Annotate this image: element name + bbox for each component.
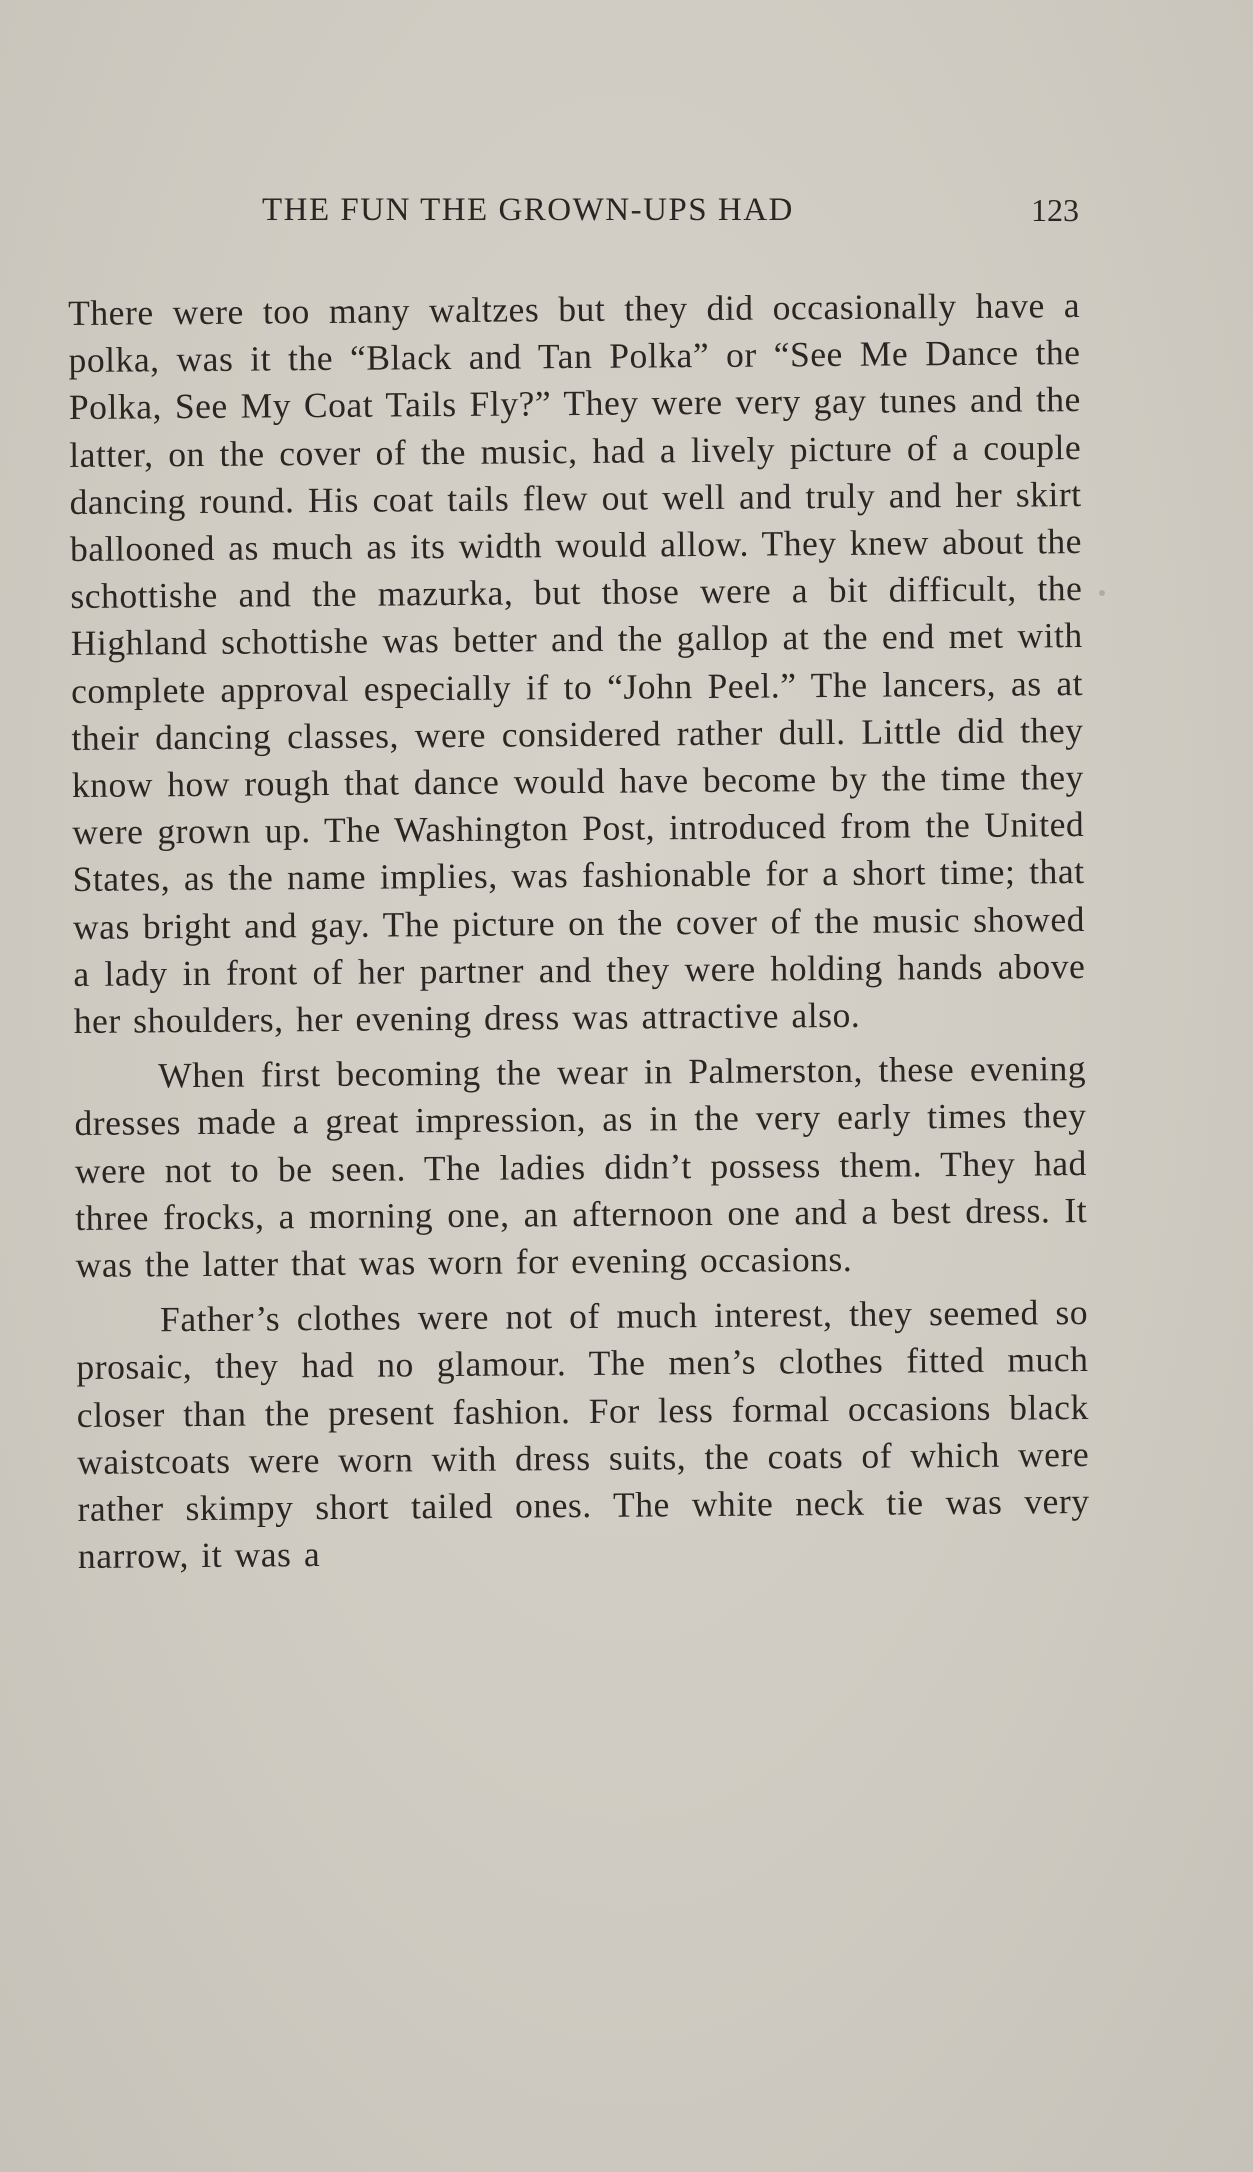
body-text xyxy=(68,282,1090,1580)
margin-speck xyxy=(1099,590,1105,596)
paragraph-3: Father’s clothes were not of much interest, they seemed so prosaic, they had no glamour. The men’s clothes fitted much closer than the present fashion. For less formal occasions black waistcoats were worn with dress suits, the coats of which were rather skimpy short tailed ones. The white neck tie was very narrow, it was a xyxy=(76,1292,1090,1577)
page-number: 123 xyxy=(1031,192,1079,228)
running-title: THE FUN THE GROWN-UPS HAD xyxy=(262,192,794,228)
paragraph-2: When first becoming the wear in Palmerston, these evening dresses made a great impression, as in the very early times they were not to be seen. The ladies didn’t possess them. They had three frocks, a morning one, an afternoon one and a best dress. It was the latter that was worn for evening occasions. xyxy=(74,1048,1088,1286)
paragraph-1: There were too many waltzes but they did occasionally have a polka, was it the “Black and Tan Polka” or “See Me Dance the Polka, See My Coat Tails Fly?” They were very gay tunes and the latter, on the cover of the music, had a lively picture of a couple dancing round. His coat tails flew out well and truly and her skirt ballooned as much as its width would allow. They knew about the schottishe and the mazurka, but those were a bit difficult, the Highland schottishe was better and the gallop at the end met with complete approval especially if to “John Peel.” The lancers, as at their dancing classes, were considered rather dull. Little did they know how rough that dance would have become by the time they were grown up. The Washington Post, introduced from the United States, as the name implies, was fashionable for a short time; that was bright and gay. The picture on the cover of the music showed a lady in front of her partner and they were holding hands above her shoulders, her evening dress was attractive also. xyxy=(68,285,1086,1042)
